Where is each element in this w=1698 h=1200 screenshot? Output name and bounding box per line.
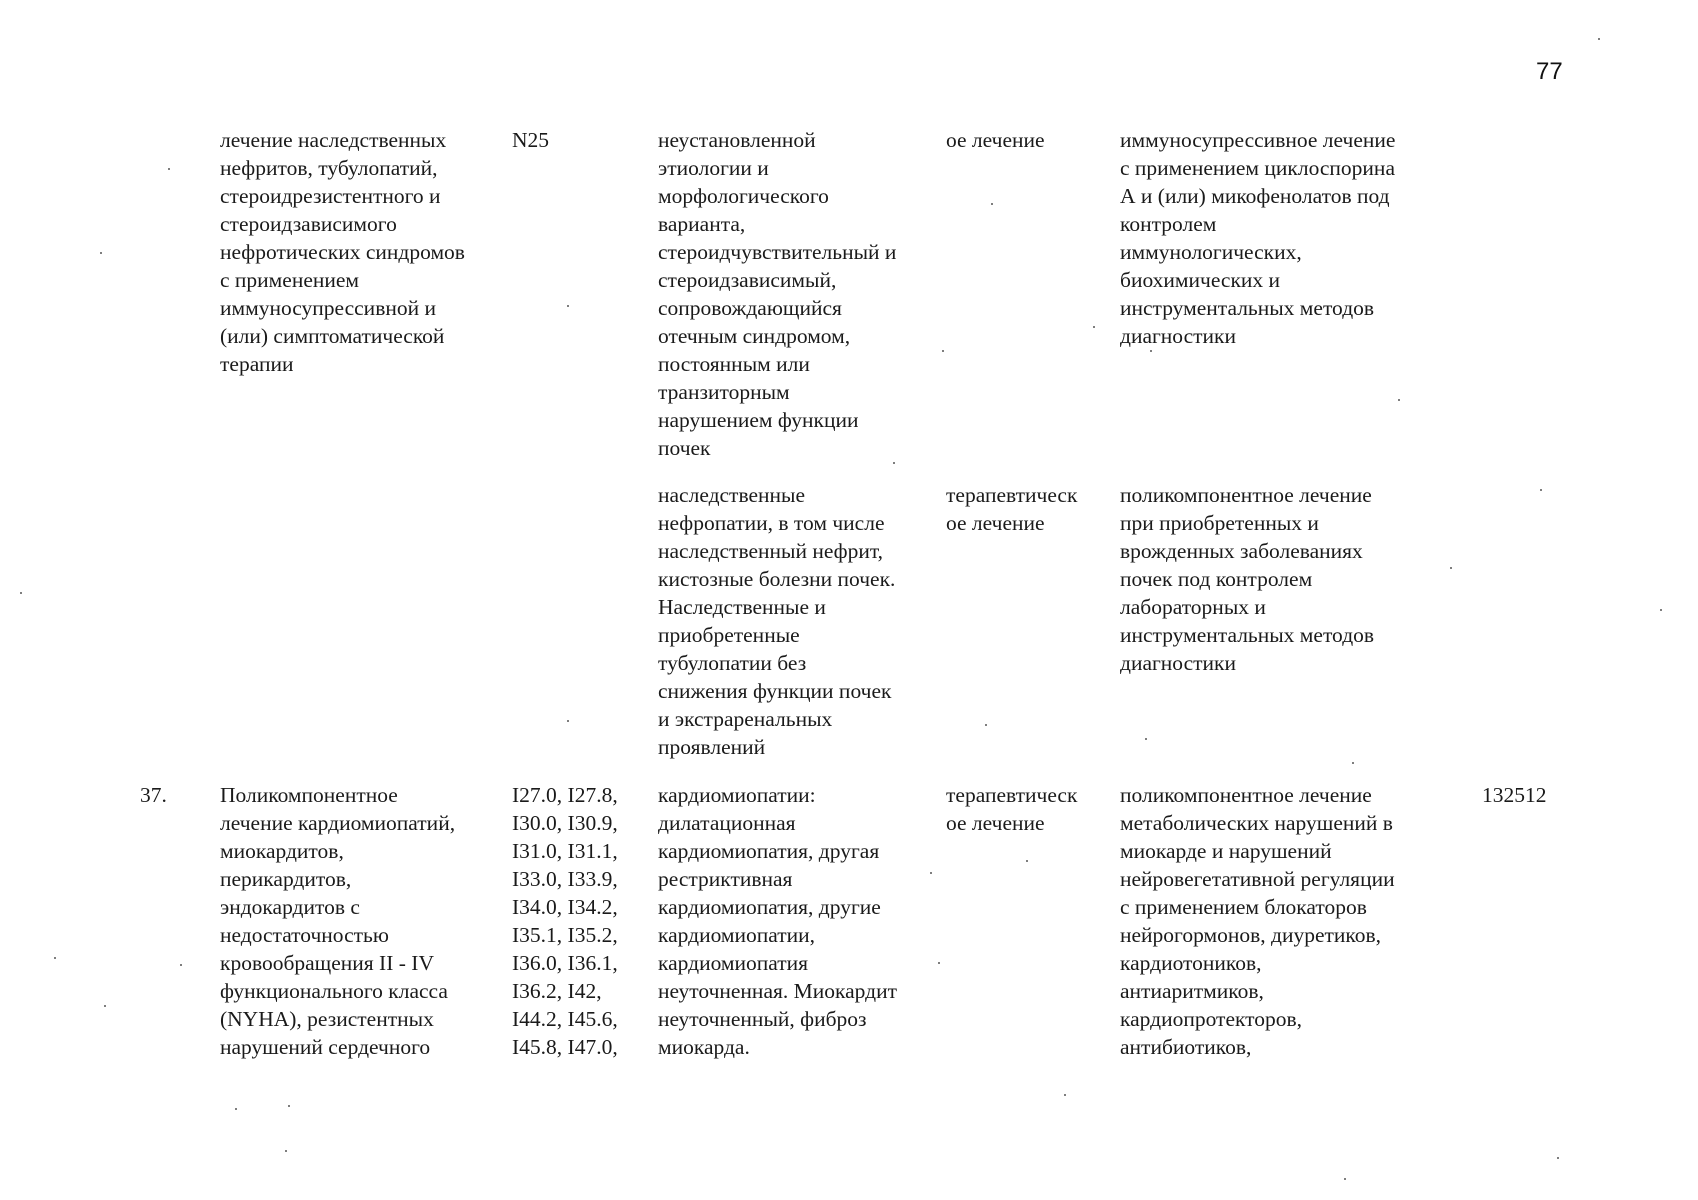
scan-speck — [1150, 350, 1152, 352]
scan-speck — [1344, 1178, 1346, 1180]
scan-speck — [285, 1150, 287, 1152]
scan-speck — [1145, 738, 1147, 740]
scan-speck — [1540, 489, 1542, 491]
row-3-method: поликомпонентное лечение метаболических нарушений в миокарде и нарушений нейровегетативной регуляции с применением блокаторов нейрогормонов, диуретиков, кардиотоников, антиаритмиков, кардиопротекторов, антибиотиков, — [1120, 783, 1395, 1059]
scan-speck — [567, 720, 569, 722]
scan-speck — [168, 168, 170, 170]
row-1-codes: N25 — [512, 128, 550, 152]
row-3-name: Поликомпонентное лечение кардиомиопатий, миокардитов, перикардитов, эндокардитов с недостаточностью кровообращения II - IV функционального класса (NYHA), резистентных нарушений сердечного — [220, 783, 456, 1059]
scan-speck — [104, 1005, 106, 1007]
scan-speck — [54, 957, 56, 959]
row-1-method: иммуносупрессивное лечение с применением циклоспорина А и (или) микофенолатов под контролем иммунологических, биохимических и инструментальных методов диагностики — [1120, 128, 1396, 348]
scan-speck — [1064, 1094, 1066, 1096]
scan-speck — [930, 872, 932, 874]
scan-speck — [942, 350, 944, 352]
scan-speck — [991, 203, 993, 205]
scan-speck — [288, 1105, 290, 1107]
row-1-model: неустановленной этиологии и морфологического варианта, стероидчувствительный и стероидзависимый, сопровождающийся отечным синдромом, постоянным или транзиторным нарушением функции почек — [658, 128, 897, 460]
row-3-model: кардиомиопатии: дилатационная кардиомиопатия, другая рестриктивная кардиомиопатия, другие кардиомиопатии, кардиомиопатия неуточненная. Миокардит неуточненный, фиброз миокарда. — [658, 783, 897, 1059]
scan-speck — [1026, 860, 1028, 862]
row-3-norm: 132512 — [1482, 783, 1547, 807]
scan-speck — [1093, 326, 1095, 328]
scan-speck — [1450, 567, 1452, 569]
row-3-treatment-type: терапевтическ ое лечение — [946, 783, 1078, 835]
scan-speck — [1660, 609, 1662, 611]
scan-speck — [1598, 38, 1600, 40]
scan-speck — [985, 724, 987, 726]
page-number: 77 — [1536, 58, 1563, 85]
scan-speck — [1557, 1157, 1559, 1159]
scan-speck — [567, 305, 569, 307]
scan-speck — [893, 462, 895, 464]
scan-speck — [1398, 399, 1400, 401]
scan-speck — [100, 252, 102, 254]
row-3-codes: I27.0, I27.8, I30.0, I30.9, I31.0, I31.1, I33.0, I33.9, I34.0, I34.2, I35.1, I35.2, I36.0, I36.1, I36.2, I42, I44.2, I45.6, I45.8, I47.0, — [512, 783, 618, 1059]
row-3-number: 37. — [140, 783, 167, 807]
scan-speck — [1352, 762, 1354, 764]
row-2-treatment-type: терапевтическ ое лечение — [946, 483, 1078, 535]
row-2-model: наследственные нефропатии, в том числе наследственный нефрит, кистозные болезни почек. Наследственные и приобретенные тубулопатии без снижения функции почек и экстраренальных проявлений — [658, 483, 896, 759]
scan-speck — [180, 964, 182, 966]
scan-speck — [235, 1108, 237, 1110]
row-2-method: поликомпонентное лечение при приобретенных и врожденных заболеваниях почек под контролем лабораторных и инструментальных методов диагностики — [1120, 483, 1375, 675]
row-1-name: лечение наследственных нефритов, тубулопатий, стероидрезистентного и стероидзависимого нефротических синдромов с применением иммуносупрессивной и (или) симптоматической терапии — [220, 128, 465, 376]
row-1-treatment-type: ое лечение — [946, 128, 1045, 152]
scan-speck — [20, 592, 22, 594]
scan-speck — [938, 962, 940, 964]
